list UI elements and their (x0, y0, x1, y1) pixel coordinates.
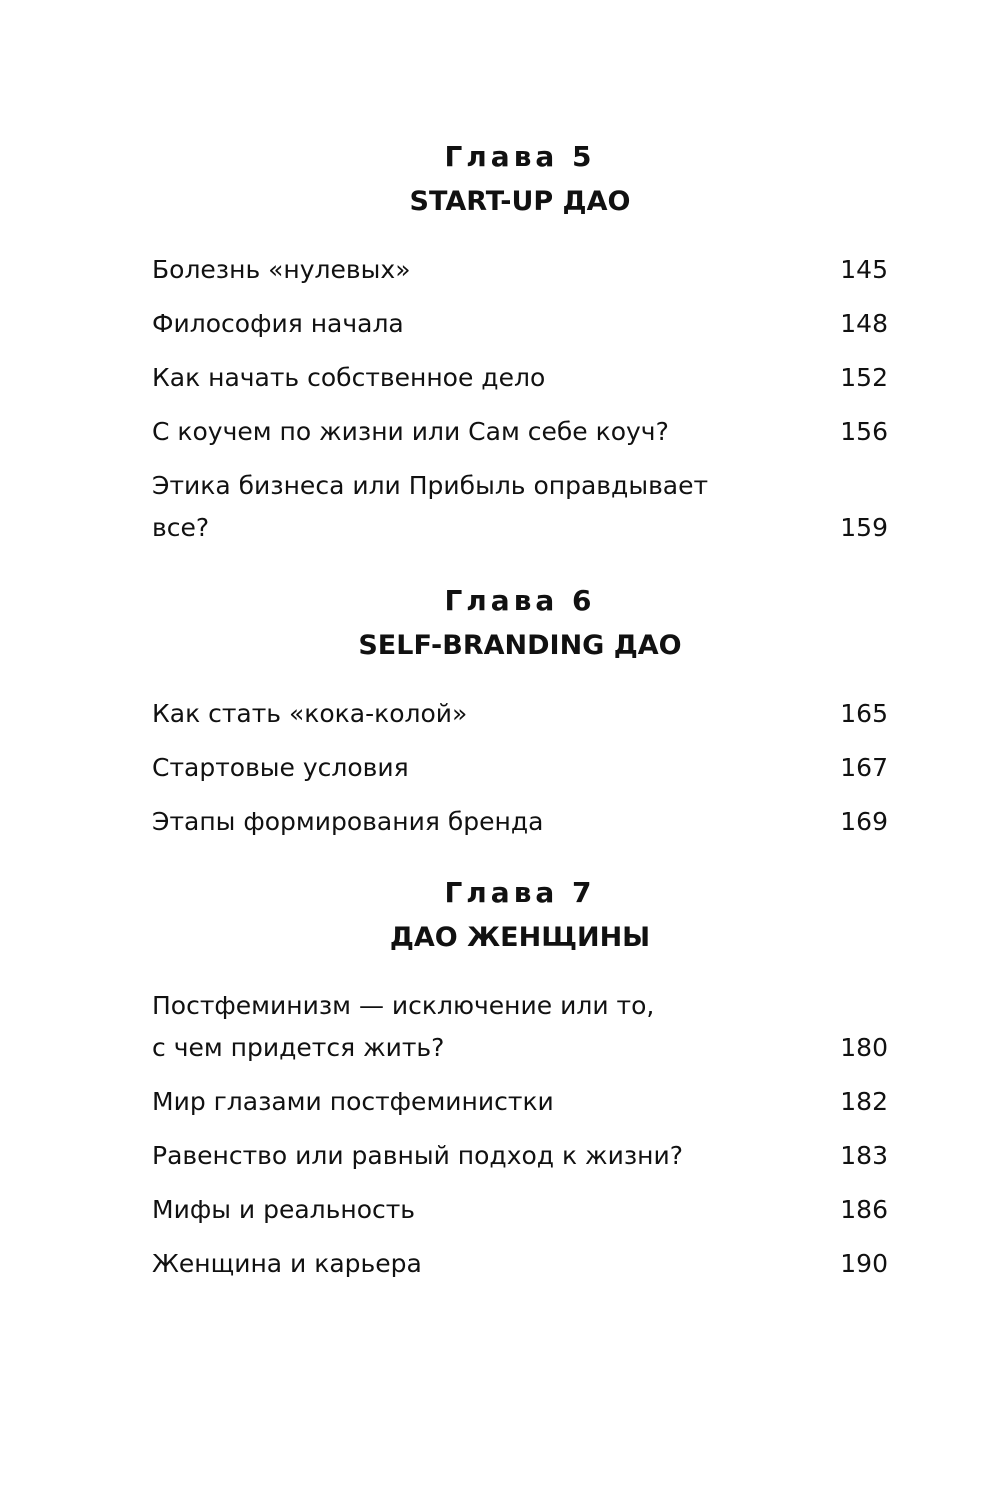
toc-entry[interactable] (152, 357, 888, 399)
toc-entry[interactable] (152, 411, 888, 453)
toc-entry[interactable] (152, 985, 888, 1069)
chapter-label: Глава 6 (444, 584, 596, 617)
entry-page-number: 145 (840, 255, 888, 284)
entry-title: Болезнь «нулевых» (152, 255, 411, 284)
entry-title-line-2: с чем придется жить? (152, 1033, 445, 1062)
entry-title: Этапы формирования бренда (152, 807, 544, 836)
entry-page-number: 165 (840, 699, 888, 728)
toc-entry[interactable] (152, 1189, 888, 1231)
entry-page-number: 180 (840, 1033, 888, 1062)
toc-entry[interactable] (152, 1135, 888, 1177)
chapter-title: START-UP ДАО (409, 186, 631, 217)
entry-page-number: 148 (840, 309, 888, 338)
entry-page-number: 167 (840, 753, 888, 782)
entry-page-number: 186 (840, 1195, 888, 1224)
entry-page-number: 169 (840, 807, 888, 836)
chapter-6 (0, 581, 1000, 855)
toc-entry[interactable] (152, 1243, 888, 1285)
toc-entry[interactable] (152, 801, 888, 843)
entry-title: Мир глазами постфеминистки (152, 1087, 554, 1116)
chapter-entries (0, 693, 1000, 843)
toc-entry[interactable] (152, 465, 888, 549)
entry-title: Равенство или равный подход к жизни? (152, 1141, 683, 1170)
entry-title-line-1: Постфеминизм — исключение или то, (152, 991, 655, 1020)
chapter-heading (40, 873, 1000, 958)
chapter-label: Глава 5 (444, 140, 596, 173)
chapter-heading (40, 137, 1000, 222)
entry-page-number: 182 (840, 1087, 888, 1116)
entry-page-number: 152 (840, 363, 888, 392)
entry-page-number: 159 (840, 513, 888, 542)
chapter-entries (0, 985, 1000, 1285)
entry-title: Как начать собственное дело (152, 363, 546, 392)
toc-entry[interactable] (152, 693, 888, 735)
chapter-heading (40, 581, 1000, 666)
chapter-label: Глава 7 (444, 876, 596, 909)
entry-title-line-2: все? (152, 513, 210, 542)
chapter-title: SELF-BRANDING ДАО (358, 630, 682, 661)
toc-entry[interactable] (152, 303, 888, 345)
entry-page-number: 190 (840, 1249, 888, 1278)
entry-title: Как стать «кока-колой» (152, 699, 468, 728)
chapter-entries (0, 249, 1000, 549)
chapter-title: ДАО ЖЕНЩИНЫ (389, 922, 651, 953)
toc-entry[interactable] (152, 249, 888, 291)
entry-page-number: 183 (840, 1141, 888, 1170)
entry-page-number: 156 (840, 417, 888, 446)
chapter-5 (0, 137, 1000, 561)
toc-entry[interactable] (152, 1081, 888, 1123)
entry-title: Мифы и реальность (152, 1195, 416, 1224)
toc-entry[interactable] (152, 747, 888, 789)
entry-title: Философия начала (152, 309, 404, 338)
entry-title: Женщина и карьера (152, 1249, 422, 1278)
chapter-7 (0, 873, 1000, 1297)
entry-title: Стартовые условия (152, 753, 409, 782)
entry-title-line-1: Этика бизнеса или Прибыль оправдывает (152, 471, 709, 500)
entry-title: С коучем по жизни или Сам себе коуч? (152, 417, 669, 446)
